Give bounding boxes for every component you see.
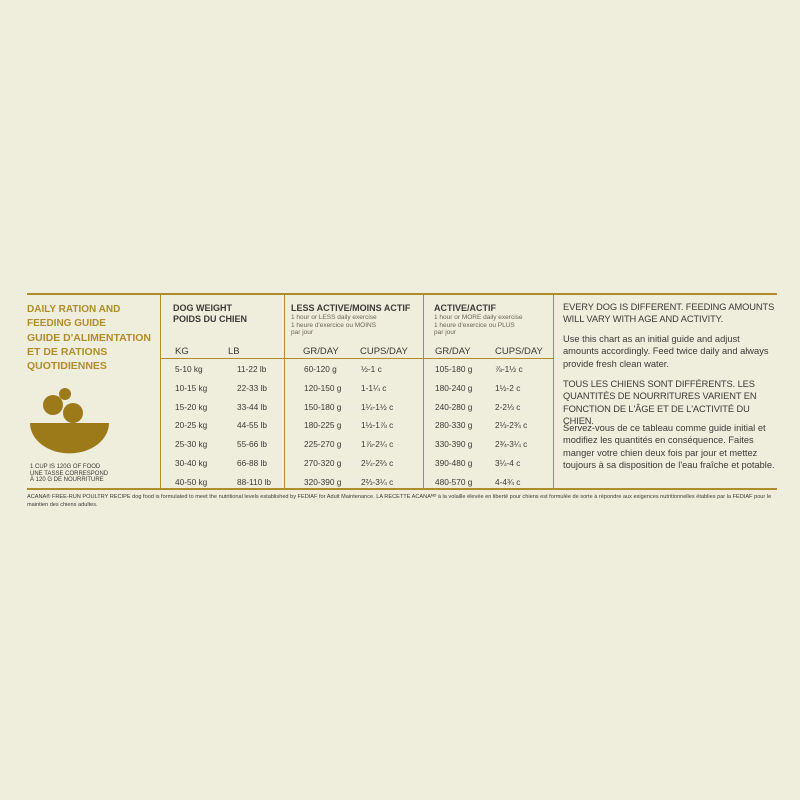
column-cups-less: CUPS/DAY [360,346,408,357]
cell-kg: 40-50 kg [175,476,208,487]
cell-less-cups: ½-1 c [361,364,382,374]
column-gr-less: GR/DAY [303,346,339,357]
footnote: ACANA® FREE-RUN POULTRY RECIPE dog food is formulated to meet the nutritional levels established by FEDIAF for Adult Maintenance. LA RECETTE ACANAᴹᴰ à la volaille élevée en liberté pour chiens est formulée de sorte à répondre aux exigences nutritionnelles établies par la FEDIAF pour le maintien des chiens adultes. [27,494,772,508]
cell-kg: 10-15 kg [175,382,208,393]
info-fr-caps: TOUS LES CHIENS SONT DIFFÉRENTS. LES QUANTITÉS DE NOURRITURES VARIENT EN FONCTION DE L'ÂGE ET DE L'ACTIVITÉ DU CHIEN. [563,379,757,426]
info-fr-body: Servez-vous de ce tableau comme guide initial et modifiez les quantités en conséquence. Faites manger votre chien deux fois par jour et mettez toujours à sa disposition de l'eau fraîche et potable. [563,423,775,470]
cell-kg: 30-40 kg [175,458,208,468]
cell-less-cups: 2¼-2⅔ c [361,458,394,468]
title-fr-line1: GUIDE D'ALIMENTATION [27,332,152,344]
active-header: ACTIVE/ACTIF [434,303,496,313]
divider-weight [160,295,161,488]
cell-less-cups: 1¼-1½ c [361,401,394,412]
cell-less-cups: 1⅞-2¼ c [361,439,394,450]
cell-kg: 25-30 kg [175,439,208,450]
cell-less-gr: 60-120 g [304,364,337,374]
divider-active [423,295,424,488]
cell-lb: 66-88 lb [237,458,267,468]
less-active-sub1: 1 hour or LESS daily exercise [291,314,377,321]
weight-header [173,303,247,325]
cell-less-gr: 225-270 g [304,439,342,450]
cell-less-cups: 2⅔-3¼ c [361,476,394,487]
cell-lb: 44-55 lb [237,420,267,431]
cup-note-line3: À 120 G DE NOURRITURE [30,477,104,484]
cell-less-cups: 1½-1⅞ c [361,420,394,431]
cell-active-cups: 2¾-3¼ c [495,439,528,450]
weight-header-line1: DOG WEIGHT [173,303,232,313]
info-en-body: Use this chart as an initial guide and adjust amounts accordingly. Feed twice daily and always provide fresh clean water. [563,334,769,369]
cell-active-gr: 240-280 g [435,401,473,412]
cell-less-gr: 270-320 g [304,458,342,468]
cup-note [30,464,108,484]
cell-active-cups: 4-4¾ c [495,476,521,487]
active-sub1: 1 hour or MORE daily exercise [434,314,523,321]
cell-lb: 88-110 lb [237,476,271,487]
cell-active-cups: 2⅓-2¾ c [495,420,528,431]
cell-active-gr: 330-390 g [435,439,473,450]
less-active-sub2: 1 heure d'exercice ou MOINS [291,321,377,329]
divider-less-active [284,295,285,488]
info-en-caps: EVERY DOG IS DIFFERENT. FEEDING AMOUNTS WILL VARY WITH AGE AND ACTIVITY. [563,302,775,325]
cell-less-gr: 180-225 g [304,420,342,431]
column-lb: LB [228,346,240,357]
cell-kg: 15-20 kg [175,401,208,412]
title-en-line1: DAILY RATION AND [27,304,121,315]
weight-header-line2: POIDS DU CHIEN [173,314,248,324]
cell-less-gr: 320-390 g [304,476,342,487]
cell-active-cups: 1½-2 c [495,382,521,393]
active-sub2: 1 heure d'exercice ou PLUS [434,321,515,329]
title-fr-line2: ET DE RATIONS [27,346,108,358]
food-bowl-icon [27,293,157,463]
cell-active-gr: 390-480 g [435,458,473,468]
cell-kg: 20-25 kg [175,420,208,431]
rule-less-columns [284,358,423,359]
cell-active-cups: ⅞-1½ c [495,364,523,374]
cell-lb: 11-22 lb [237,364,267,374]
cell-kg: 5-10 kg [175,364,203,374]
cell-active-cups: 2-2⅓ c [495,401,521,412]
divider-info [553,295,554,488]
active-subheader [434,314,523,337]
column-cups-active: CUPS/DAY [495,346,543,357]
cell-lb: 33-44 lb [237,401,267,412]
cell-active-gr: 105-180 g [435,364,473,374]
cell-active-cups: 3¼-4 c [495,458,521,468]
cell-lb: 55-66 lb [237,439,267,450]
cell-active-gr: 280-330 g [435,420,473,431]
cell-lb: 22-33 lb [237,382,267,393]
cup-note-line2: UNE TASSE CORRESPOND [30,470,109,477]
column-kg: KG [175,346,189,357]
cell-less-cups: 1-1¼ c [361,382,387,393]
cup-note-line1: 1 CUP IS 120G OF FOOD [30,464,101,470]
rule-active-columns [423,358,553,359]
cell-active-gr: 480-570 g [435,476,473,487]
active-sub3: par jour [434,329,457,336]
less-active-sub3: par jour [291,329,314,336]
title-fr-line3: QUOTIDIENNES [27,360,107,372]
cell-active-gr: 180-240 g [435,382,473,393]
cell-less-gr: 150-180 g [304,401,342,412]
title-en-line2: FEEDING GUIDE [27,318,106,329]
less-active-header: LESS ACTIVE/MOINS ACTIF [291,303,411,313]
cell-less-gr: 120-150 g [304,382,342,393]
rule-weight-columns [160,358,284,359]
column-gr-active: GR/DAY [435,346,471,357]
less-active-subheader [291,314,377,337]
bottom-rule [27,488,777,490]
